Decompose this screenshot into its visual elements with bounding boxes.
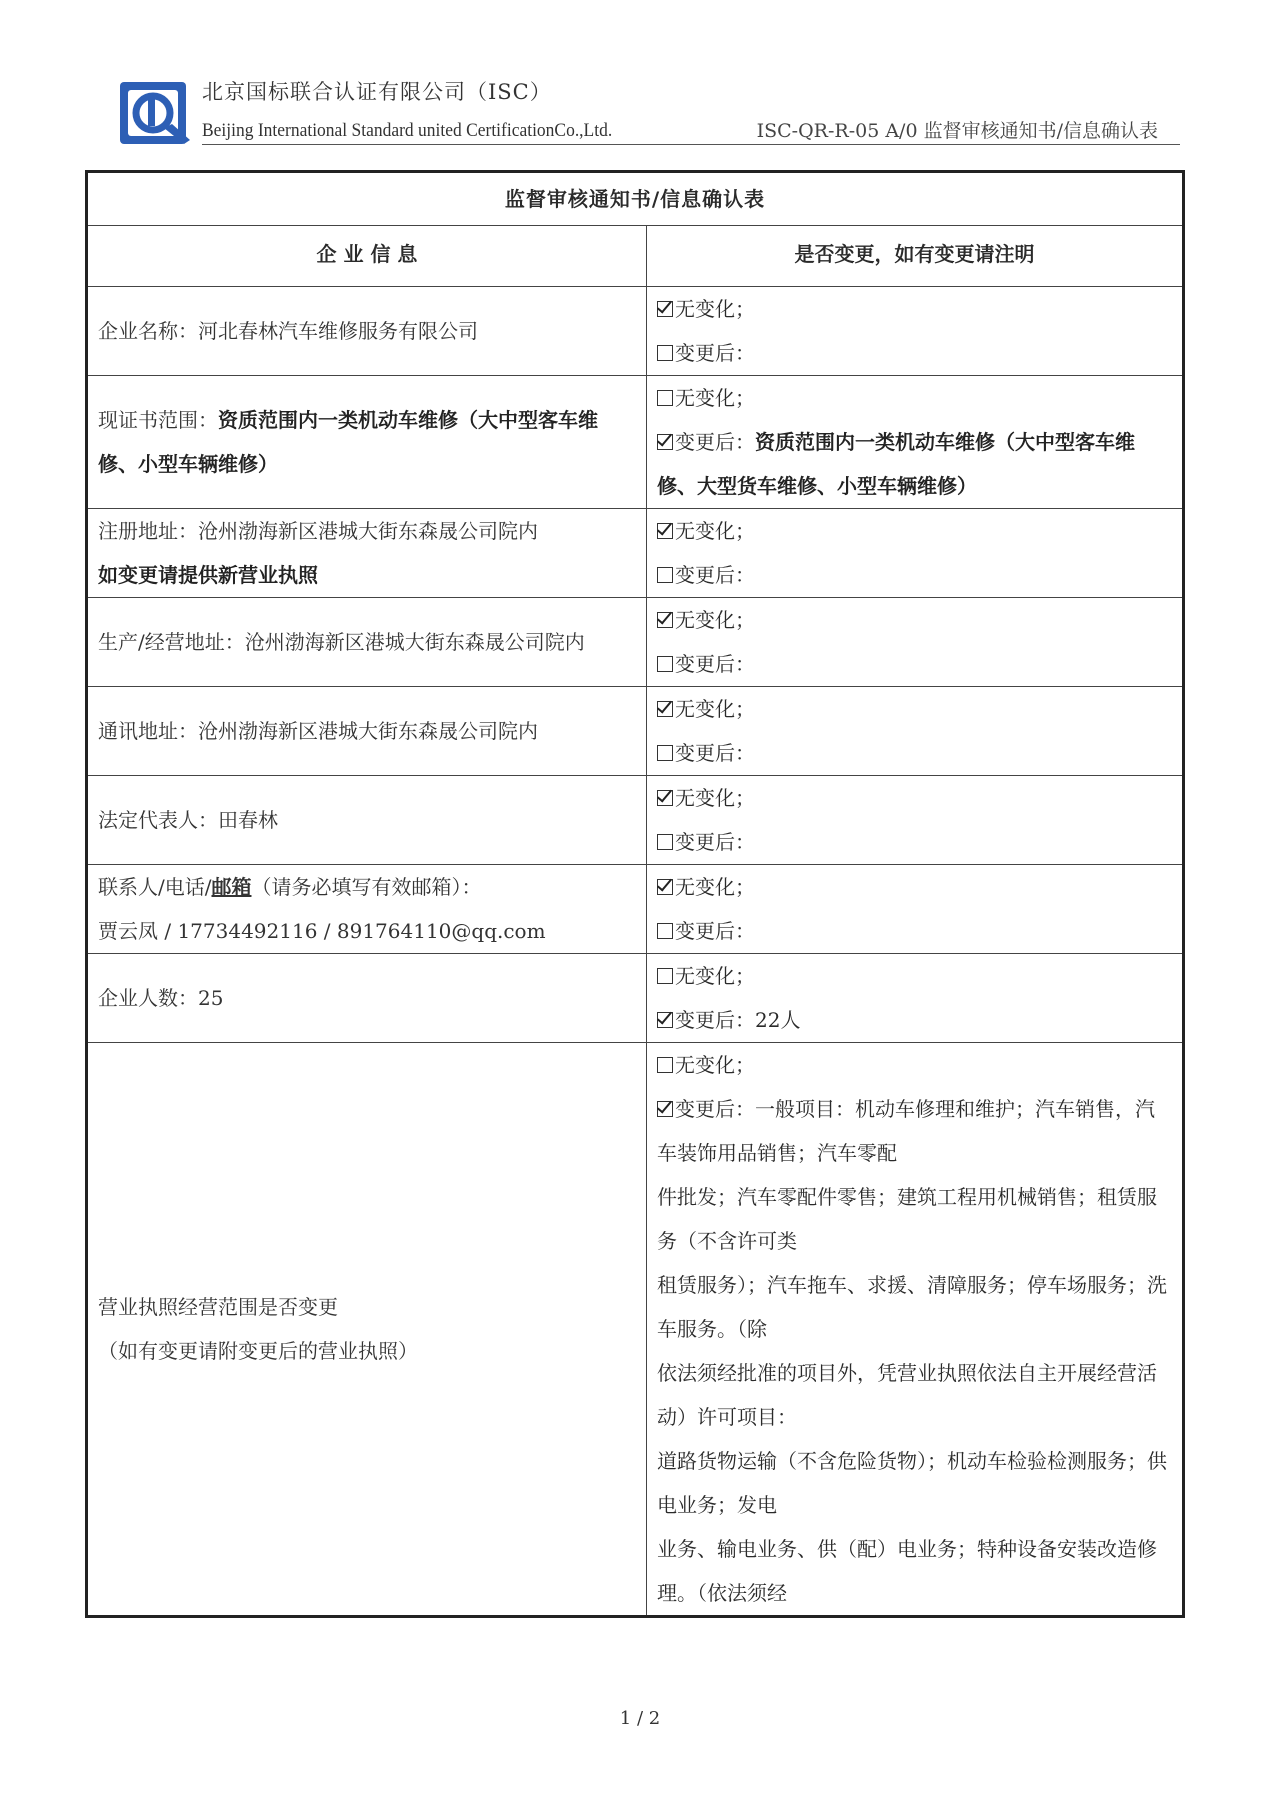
option-no-change[interactable] — [657, 509, 1172, 553]
form-code: ISC-QR-R-05 A/0 监督审核通知书/信息确认表 — [756, 120, 1158, 142]
checkbox-checked-icon[interactable] — [657, 523, 673, 539]
option-label: 变更后： — [675, 741, 755, 765]
contact-value: 贾云凤 / 17734492116 / 891764110@qq.com — [98, 919, 546, 943]
checkbox-checked-icon[interactable] — [657, 612, 673, 628]
option-label: 无变化； — [675, 297, 755, 321]
employee-count-cell — [87, 954, 647, 1043]
mailing-address-value: 沧州渤海新区港城大街东森晟公司院内 — [198, 719, 538, 743]
option-changed[interactable] — [657, 998, 1172, 1042]
option-label: 变更后： — [675, 1008, 755, 1032]
page-number: 1 / 2 — [619, 1708, 661, 1729]
contact-cell — [87, 865, 647, 954]
checkbox-empty-icon[interactable] — [657, 834, 673, 850]
table-row — [87, 776, 1184, 865]
option-no-change[interactable] — [657, 287, 1172, 331]
license-scope-continued: 业务、输电业务、供（配）电业务；特种设备安装改造修理。（依法须经 — [657, 1537, 1157, 1605]
checkbox-empty-icon[interactable] — [657, 390, 673, 406]
contact-label-email: 邮箱 — [211, 875, 252, 899]
option-label: 变更后： — [675, 563, 755, 587]
legal-representative-cell — [87, 776, 647, 865]
certificate-scope-cell — [87, 376, 647, 509]
changed-scope-value: 资质范围内一类机动车维修（大中型客车维修、大型货车维修、小型车辆维修） — [657, 430, 1135, 498]
option-label: 无变化； — [675, 386, 755, 410]
business-address-label: 生产/经营地址： — [98, 630, 245, 654]
business-address-cell — [87, 598, 647, 687]
option-label: 变更后： — [675, 652, 755, 676]
changed-license-scope: 一般项目：机动车修理和维护；汽车销售，汽车装饰用品销售；汽车零配 — [657, 1097, 1155, 1165]
table-title: 监督审核通知书/信息确认表 — [87, 172, 1184, 226]
table-row — [87, 287, 1184, 376]
table-row — [87, 865, 1184, 954]
certificate-scope-label: 现证书范围： — [98, 408, 218, 432]
registered-address-value: 沧州渤海新区港城大街东森晟公司院内 — [198, 519, 538, 543]
license-scope-label: 营业执照经营范围是否变更 — [98, 1295, 338, 1319]
checkbox-checked-icon[interactable] — [657, 434, 673, 450]
option-label: 无变化； — [675, 964, 755, 988]
option-no-change[interactable] — [657, 865, 1172, 909]
option-no-change[interactable] — [657, 598, 1172, 642]
change-options — [647, 954, 1184, 1043]
license-scope-continued: 租赁服务）；汽车拖车、求援、清障服务；停车场服务；洗车服务。（除 — [657, 1273, 1167, 1341]
change-options — [647, 287, 1184, 376]
checkbox-empty-icon[interactable] — [657, 567, 673, 583]
change-options — [647, 865, 1184, 954]
option-label: 无变化； — [675, 608, 755, 632]
checkbox-empty-icon[interactable] — [657, 1057, 673, 1073]
checkbox-empty-icon[interactable] — [657, 968, 673, 984]
column-header-change-status: 是否变更，如有变更请注明 — [647, 226, 1184, 287]
option-label: 无变化； — [675, 1053, 755, 1077]
employee-count-value: 25 — [198, 986, 224, 1010]
company-name-cn: 北京国标联合认证有限公司（ISC） — [202, 80, 552, 104]
table-row — [87, 687, 1184, 776]
option-label: 变更后： — [675, 1097, 755, 1121]
legal-representative-label: 法定代表人： — [98, 808, 218, 832]
changed-employee-count: 22人 — [755, 1008, 801, 1032]
registered-address-label: 注册地址： — [98, 519, 198, 543]
table-title-row — [87, 172, 1184, 226]
option-changed[interactable] — [657, 553, 1172, 597]
license-scope-note: （如有变更请附变更后的营业执照） — [98, 1339, 418, 1363]
info-confirmation-table — [85, 170, 1185, 1618]
option-changed[interactable] — [657, 331, 1172, 375]
table-row — [87, 954, 1184, 1043]
isc-logo-icon — [118, 78, 192, 150]
employee-count-label: 企业人数： — [98, 986, 198, 1010]
table-row — [87, 598, 1184, 687]
checkbox-checked-icon[interactable] — [657, 1101, 673, 1117]
checkbox-checked-icon[interactable] — [657, 790, 673, 806]
document-header — [118, 74, 1180, 146]
option-changed[interactable] — [657, 731, 1172, 775]
checkbox-empty-icon[interactable] — [657, 745, 673, 761]
change-options — [647, 598, 1184, 687]
license-scope-continued: 件批发；汽车零配件零售；建筑工程用机械销售；租赁服务（不含许可类 — [657, 1185, 1157, 1253]
option-changed[interactable] — [657, 1087, 1172, 1175]
registered-address-note: 如变更请提供新营业执照 — [98, 563, 318, 587]
option-no-change[interactable] — [657, 776, 1172, 820]
option-label: 无变化； — [675, 519, 755, 543]
checkbox-checked-icon[interactable] — [657, 301, 673, 317]
option-no-change[interactable] — [657, 687, 1172, 731]
change-options — [647, 776, 1184, 865]
option-changed[interactable] — [657, 420, 1172, 508]
change-options — [647, 509, 1184, 598]
registered-address-cell — [87, 509, 647, 598]
option-no-change[interactable] — [657, 954, 1172, 998]
license-scope-cell — [87, 1043, 647, 1617]
legal-representative-value: 田春林 — [218, 808, 278, 832]
option-label: 变更后： — [675, 919, 755, 943]
company-name-label: 企业名称： — [98, 319, 198, 343]
option-no-change[interactable] — [657, 376, 1172, 420]
checkbox-checked-icon[interactable] — [657, 1012, 673, 1028]
option-label: 无变化； — [675, 786, 755, 810]
company-name-cell — [87, 287, 647, 376]
table-row — [87, 376, 1184, 509]
certificate-scope-value: 资质范围内一类机动车维修（大中型客车维修、小型车辆维修） — [98, 408, 598, 476]
option-label: 变更后： — [675, 830, 755, 854]
checkbox-empty-icon[interactable] — [657, 656, 673, 672]
checkbox-checked-icon[interactable] — [657, 879, 673, 895]
company-name-value: 河北春林汽车维修服务有限公司 — [198, 319, 478, 343]
option-no-change[interactable] — [657, 1043, 1172, 1087]
change-options — [647, 1043, 1184, 1617]
change-options — [647, 687, 1184, 776]
mailing-address-label: 通讯地址： — [98, 719, 198, 743]
option-changed[interactable] — [657, 909, 1172, 953]
change-options — [647, 376, 1184, 509]
checkbox-checked-icon[interactable] — [657, 701, 673, 717]
contact-label-pre: 联系人/电话/ — [98, 875, 212, 899]
mailing-address-cell — [87, 687, 647, 776]
option-changed[interactable] — [657, 642, 1172, 686]
business-address-value: 沧州渤海新区港城大街东森晟公司院内 — [244, 630, 585, 654]
table-row — [87, 509, 1184, 598]
contact-label-post: （请务必填写有效邮箱）： — [251, 875, 482, 899]
checkbox-empty-icon[interactable] — [657, 345, 673, 361]
option-changed[interactable] — [657, 820, 1172, 864]
option-label: 变更后： — [675, 430, 755, 454]
header-divider — [202, 144, 1180, 145]
table-row — [87, 1043, 1184, 1617]
option-label: 无变化； — [675, 697, 755, 721]
table-header-row — [87, 226, 1184, 287]
license-scope-continued: 道路货物运输（不含危险货物）；机动车检验检测服务；供电业务；发电 — [657, 1449, 1167, 1517]
option-label: 变更后： — [675, 341, 755, 365]
column-header-company-info: 企 业 信 息 — [87, 226, 647, 287]
company-name-en: Beijing International Standard united CertificationCo.,Ltd. — [202, 120, 613, 141]
option-label: 无变化； — [675, 875, 755, 899]
license-scope-continued: 依法须经批准的项目外，凭营业执照依法自主开展经营活动）许可项目： — [657, 1361, 1157, 1429]
checkbox-empty-icon[interactable] — [657, 923, 673, 939]
